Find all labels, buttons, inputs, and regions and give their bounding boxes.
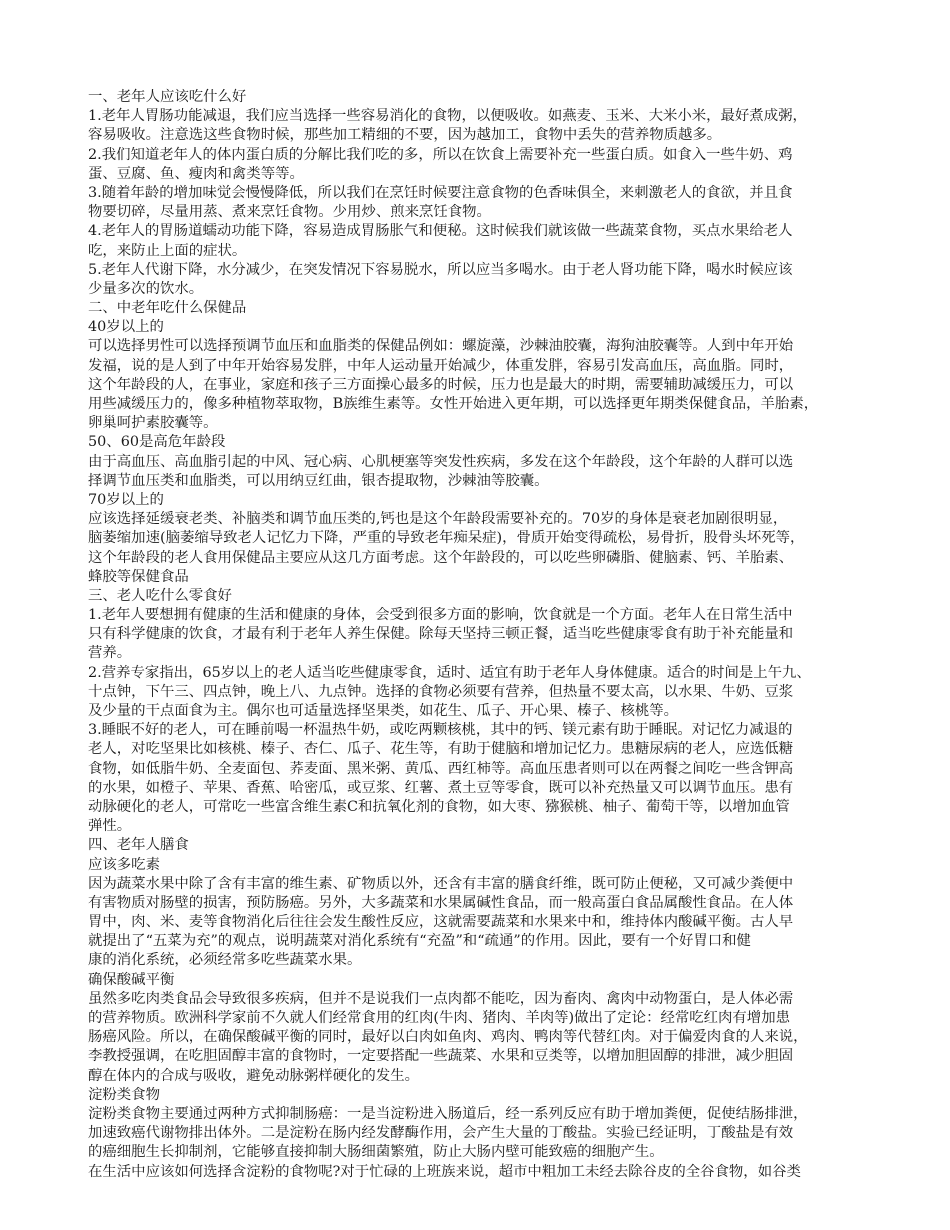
- text-line: 由于高血压、高血脂引起的中风、冠心病、心肌梗塞等突发性疾病，多发在这个年龄段，这个年龄的人群可以选: [88, 453, 794, 470]
- text-line: 及少量的干点面食为主。偶尔也可适量选择坚果类，如花生、瓜子、开心果、榛子、核桃等。: [88, 703, 679, 719]
- text-line: 4.老年人的胃肠道蠕动功能下降，容易造成胃肠胀气和便秘。这时候我们就该做一些蔬菜食物，买点水果给老人: [88, 223, 793, 240]
- text-line: 3.随着年龄的增加味觉会慢慢降低，所以我们在烹饪时候要注意食物的色香味俱全，来刺激老人的食欲，并且食: [88, 184, 793, 201]
- text-line: 2.营养专家指出，65岁以上的老人适当吃些健康零食，适时、适宜有助于老年人身体健康。适合的时间是上午九、: [88, 664, 811, 681]
- text-line: 老人，对吃坚果比如核桃、榛子、杏仁、瓜子、花生等，有助于健脑和增加记忆力。患糖尿病的老人，应选低糖: [88, 741, 794, 758]
- text-line: 少量多次的饮水。: [88, 280, 204, 297]
- text-line: 择调节血压类和血脂类，可以用纳豆红曲，银杏提取物，沙棘油等胶囊。: [88, 472, 549, 489]
- text-line: 虽然多吃肉类食品会导致很多疾病，但并不是说我们一点肉都不能吃，因为畜肉、禽肉中动物蛋白，是人体必需: [88, 990, 794, 1007]
- text-line: 因为蔬菜水果中除了含有丰富的维生素、矿物质以外，还含有丰富的膳食纤维，既可防止便秘，又可减少粪便中: [88, 875, 794, 892]
- text-line: 弹性。: [88, 818, 132, 835]
- text-line: 确保酸碱平衡: [88, 971, 175, 988]
- text-line: 营养。: [88, 645, 132, 662]
- text-line: 有害物质对肠壁的损害，预防肠癌。另外，大多蔬菜和水果属碱性食品，而一般高蛋白食品属酸性食品。在人体: [88, 894, 794, 911]
- text-line: 就提出了“五菜为充”的观点，说明蔬菜对消化系统有“充盈”和“疏通”的作用。因此，要有一个好胃口和健: [88, 933, 751, 950]
- text-line: 十点钟，下午三、四点钟，晚上八、九点钟。选择的食物必须要有营养，但热量不要太高，以水果、牛奶、豆浆: [88, 683, 794, 700]
- text-line: 5.老年人代谢下降，水分减少，在突发情况下容易脱水，所以应当多喝水。由于老人肾功能下降，喝水时候应该: [88, 261, 793, 278]
- text-line: 动脉硬化的老人，可常吃一些富含维生素C和抗氧化剂的食物，如大枣、猕猴桃、柚子、葡萄干等，以增加血管: [88, 798, 790, 815]
- text-line: 康的消化系统，必须经常多吃些蔬菜水果。: [88, 952, 362, 969]
- text-line: 蛋、豆腐、鱼、瘦肉和禽类等等。: [88, 165, 304, 182]
- text-line: 发福，说的是人到了中年开始容易发胖，中年人运动量开始减少，体重发胖，容易引发高血压，高血脂。同时，: [88, 357, 794, 374]
- text-line: 这个年龄段的老人食用保健品主要应从这几方面考虑。这个年龄段的，可以吃些卵磷脂、健脑素、钙、羊胎素、: [88, 549, 794, 566]
- text-line: 只有科学健康的饮食，才最有利于老年人养生保健。除每天坚持三顿正餐，适当吃些健康零食有助于补充能量和: [88, 626, 794, 643]
- text-line: 淀粉类食物主要通过两种方式抑制肠癌：一是当淀粉进入肠道后，经一系列反应有助于增加粪便，促使结肠排泄，: [88, 1105, 808, 1122]
- text-line: 用些减缓压力的，像多种植物萃取物，B族维生素等。女性开始进入更年期，可以选择更年期类保健食品，羊胎素，: [88, 396, 819, 412]
- text-line: 2.我们知道老年人的体内蛋白质的分解比我们吃的多，所以在饮食上需要补充一些蛋白质。如食入一些牛奶、鸡: [88, 146, 793, 163]
- text-line: 容易吸收。注意选这些食物时候，那些加工精细的不要，因为越加工，食物中丢失的营养物质越多。: [88, 127, 722, 144]
- text-line: 蜂胶等保健食品: [88, 568, 189, 585]
- text-line: 这个年龄段的人，在事业，家庭和孩子三方面操心最多的时候，压力也是最大的时期，需要辅助减缓压力，可以: [88, 376, 794, 393]
- text-line: 70岁以上的: [88, 491, 164, 508]
- text-line: 一、老年人应该吃什么好: [88, 89, 247, 105]
- text-line: 吃，来防止上面的症状。: [88, 242, 247, 259]
- text-line: 肠癌风险。所以，在确保酸碱平衡的同时，最好以白肉如鱼肉、鸡肉、鸭肉等代替红肉。对于偏爱肉食的人来说，: [88, 1029, 808, 1046]
- text-line: 1.老年人要想拥有健康的生活和健康的身体，会受到很多方面的影响，饮食就是一个方面。老年人在日常生活中: [88, 607, 793, 624]
- text-line: 食物，如低脂牛奶、全麦面包、荞麦面、黑米粥、黄瓜、西红柿等。高血压患者则可以在两餐之间吃一些含钾高: [88, 760, 794, 777]
- text-line: 淀粉类食物: [88, 1086, 160, 1103]
- text-line: 1.老年人胃肠功能减退，我们应当选择一些容易消化的食物，以便吸收。如燕麦、玉米、大米小米，最好煮成粥，: [88, 108, 807, 125]
- text-line: 50、60是高危年龄段: [88, 434, 226, 451]
- text-line: 二、中老年吃什么保健品: [88, 300, 247, 317]
- text-line: 在生活中应该如何选择含淀粉的食物呢?对于忙碌的上班族来说，超市中粗加工未经去除谷皮的全谷食物，如谷类: [88, 1163, 801, 1180]
- text-line: 40岁以上的: [88, 319, 164, 336]
- text-line: 胃中，肉、米、麦等食物消化后往往会发生酸性反应，这就需要蔬菜和水果来中和，维持体内酸碱平衡。古人早: [88, 914, 794, 931]
- text-line: 四、老年人膳食: [88, 837, 189, 854]
- text-line: 3.睡眠不好的老人，可在睡前喝一杯温热牛奶，或吃两颗核桃，其中的钙、镁元素有助于睡眠。对记忆力减退的: [88, 722, 793, 739]
- text-line: 的营养物质。欧洲科学家前不久就人们经常食用的红肉(牛肉、猪肉、羊肉等)做出了定论：经常吃红肉有增加患: [88, 1010, 790, 1026]
- text-line: 的水果，如橙子、苹果、香蕉、哈密瓜，或豆浆、红薯、煮土豆等零食，既可以补充热量又可以调节血压。患有: [88, 779, 794, 796]
- text-line: 卵巢呵护素胶囊等。: [88, 415, 218, 432]
- text-line: 物要切碎，尽量用蒸、煮来烹饪食物。少用炒、煎来烹饪食物。: [88, 204, 491, 221]
- text-line: 脑萎缩加速(脑萎缩导致老人记忆力下降，严重的导致老年痴呆症)，骨质开始变得疏松，易骨折，股骨头坏死等，: [88, 530, 805, 547]
- text-line: 三、老人吃什么零食好: [88, 587, 232, 604]
- text-line: 加速致癌代谢物排出体外。二是淀粉在肠内经发酵酶作用，会产生大量的丁酸盐。实验已经证明，丁酸盐是有效: [88, 1125, 794, 1142]
- text-line: 可以选择男性可以选择预调节血压和血脂类的保健品例如：螺旋藻，沙棘油胶囊，海狗油胶囊等。人到中年开始: [88, 338, 794, 355]
- text-line: 的癌细胞生长抑制剂，它能够直接抑制大肠细菌繁殖，防止大肠内壁可能致癌的细胞产生。: [88, 1144, 664, 1161]
- text-line: 应该多吃素: [88, 856, 160, 873]
- text-line: 醇在体内的合成与吸收，避免动脉粥样硬化的发生。: [88, 1067, 419, 1084]
- text-line: 李教授强调，在吃胆固醇丰富的食物时，一定要搭配一些蔬菜、水果和豆类等，以增加胆固醇的排泄，减少胆固: [88, 1048, 794, 1065]
- text-line: 应该选择延缓衰老类、补脑类和调节血压类的,钙也是这个年龄段需要补充的。70岁的身体是衰老加剧很明显，: [88, 511, 788, 528]
